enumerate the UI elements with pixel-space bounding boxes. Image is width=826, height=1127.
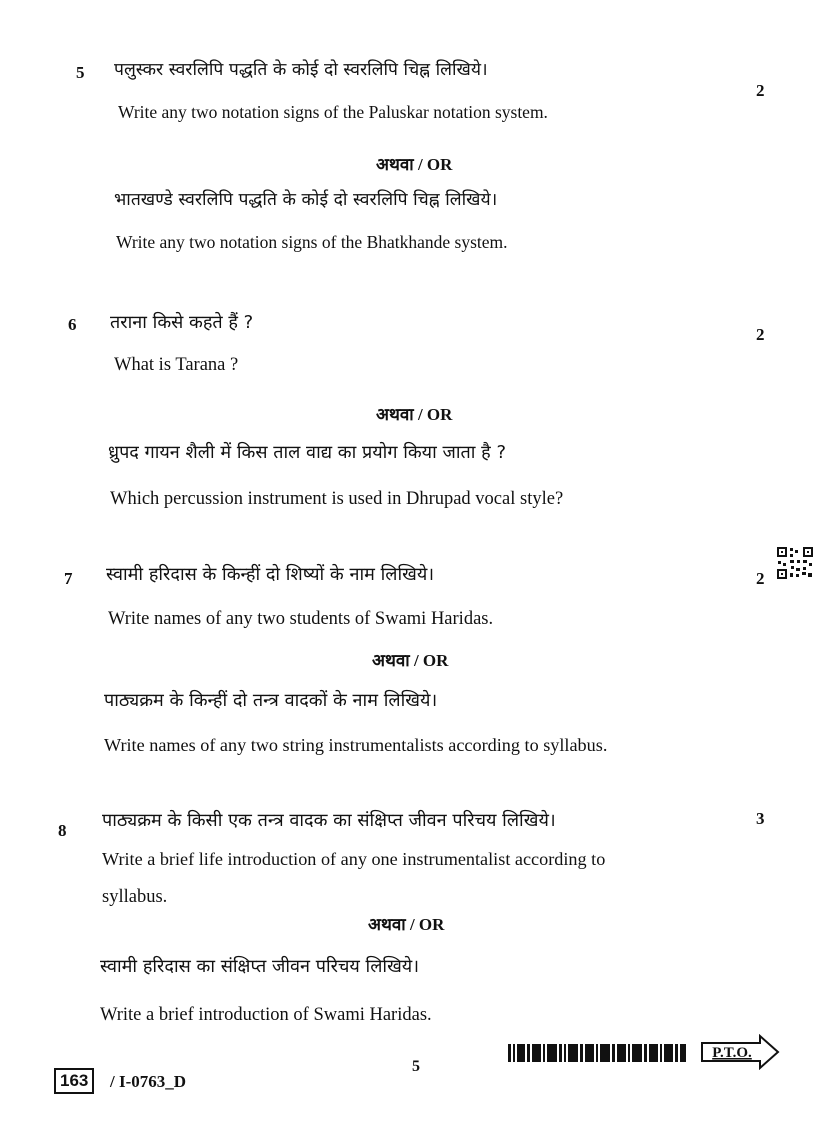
question-text-english: What is Tarana ? (114, 355, 239, 375)
qr-code-icon (776, 546, 814, 580)
question-number: 6 (68, 315, 77, 334)
question-text-english: Write a brief life introduction of any one instrumentalist according to (102, 849, 606, 869)
question-text-hindi: पाठ्यक्रम के किसी एक तन्त्र वादक का संक्षिप्त जीवन परिचय लिखिये। (102, 810, 556, 831)
page-number: 5 (412, 1058, 420, 1075)
question-text-hindi: पलुस्कर स्वरलिपि पद्धति के कोई दो स्वरलिपि चिह्न लिखिये। (114, 60, 488, 80)
marks: 2 (756, 569, 765, 588)
question-text-english-continued: syllabus. (102, 887, 168, 907)
question-number: 7 (64, 569, 73, 588)
paper-code-box: 163 (54, 1068, 94, 1094)
barcode-icon (508, 1044, 686, 1062)
alternative-text-hindi: ध्रुपद गायन शैली में किस ताल वाद्य का प्रयोग किया जाता है ? (108, 442, 506, 463)
marks: 2 (756, 81, 765, 100)
question-text-english: Write any two notation signs of the Paluskar notation system. (118, 102, 548, 122)
question-text-english: Write names of any two students of Swami Haridas. (108, 609, 494, 629)
pto-label: P.T.O. (712, 1045, 752, 1061)
question-text-hindi: स्वामी हरिदास के किन्हीं दो शिष्यों के नाम लिखिये। (106, 564, 435, 585)
alternative-text-english: Write a brief introduction of Swami Haridas. (100, 1005, 432, 1025)
marks: 3 (756, 809, 765, 828)
alternative-text-hindi: भातखण्डे स्वरलिपि पद्धति के कोई दो स्वरलिपि चिह्न लिखिये। (114, 190, 498, 210)
question-number: 5 (76, 63, 85, 82)
or-separator: अथवा / OR (372, 651, 449, 670)
question-text-hindi: तराना किसे कहते हैं ? (110, 312, 254, 333)
pto-arrow (700, 1034, 780, 1070)
paper-code: / I-0763_D (110, 1072, 187, 1091)
marks: 2 (756, 325, 765, 344)
question-number: 8 (58, 821, 67, 840)
or-separator: अथवा / OR (376, 405, 453, 424)
alternative-text-english: Write names of any two string instrumentalists according to syllabus. (104, 735, 608, 755)
alternative-text-hindi: पाठ्यक्रम के किन्हीं दो तन्त्र वादकों के नाम लिखिये। (104, 690, 438, 711)
alternative-text-hindi: स्वामी हरिदास का संक्षिप्त जीवन परिचय लिखिये। (100, 956, 420, 977)
alternative-text-english: Which percussion instrument is used in Dhrupad vocal style? (110, 489, 564, 509)
or-separator: अथवा / OR (368, 915, 445, 934)
alternative-text-english: Write any two notation signs of the Bhatkhande system. (116, 232, 508, 252)
or-separator: अथवा / OR (376, 155, 453, 174)
